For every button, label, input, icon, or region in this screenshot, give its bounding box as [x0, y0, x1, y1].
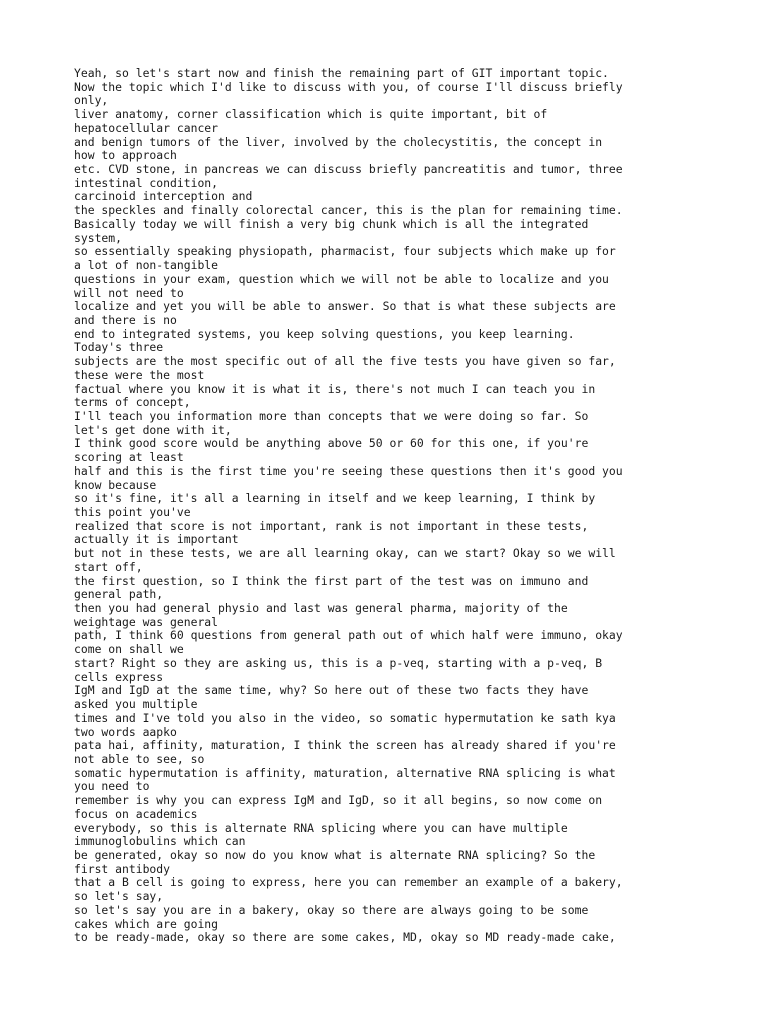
text-line: this point you've — [74, 505, 191, 519]
text-line: general path, — [74, 587, 164, 602]
text-line: so let's say you are in a bakery, okay so there are always going to be some — [74, 902, 589, 917]
text-line: asked you multiple — [74, 697, 198, 712]
text-line: cakes which are going — [74, 916, 219, 931]
text-line: factual where you know it is what it is, there's not much I can teach you in — [74, 381, 596, 396]
text-line: focus on academics — [74, 806, 198, 821]
transcript-text — [74, 67, 714, 945]
text-line: the first question, so I think the first part of the test was on immuno and — [74, 573, 589, 588]
text-line: and benign tumors of the liver, involved by the cholecystitis, the concept in — [74, 134, 603, 149]
text-line: Yeah, so let's start now and finish the remaining part of GIT important topic. — [74, 66, 609, 80]
text-line: so essentially speaking physiopath, pharmacist, four subjects which make up for — [74, 244, 616, 259]
text-line: liver anatomy, corner classification which is quite important, bit of — [74, 107, 548, 122]
text-line: immunoglobulins which can — [74, 834, 246, 849]
text-line: only, — [74, 93, 109, 108]
text-line: path, I think 60 questions from general path out of which half were immuno, okay — [74, 628, 623, 643]
text-line: terms of concept, — [74, 395, 191, 410]
text-line: end to integrated systems, you keep solving questions, you keep learning. — [74, 326, 575, 341]
text-line: realized that score is not important, rank is not important in these tests, — [74, 518, 589, 533]
text-line: these were the most — [74, 367, 205, 382]
text-line: so let's say, — [74, 889, 164, 904]
text-line: so it's fine, it's all a learning in itself and we keep learning, I think by — [74, 491, 596, 506]
text-line: system, — [74, 230, 123, 245]
text-line: two words aapko — [74, 724, 177, 739]
text-line: actually it is important — [74, 532, 239, 547]
text-line: come on shall we — [74, 642, 184, 657]
text-line: the speckles and finally colorectal cancer, this is the plan for remaining time. — [74, 203, 623, 218]
text-line: you need to — [74, 779, 150, 794]
text-line: start? Right so they are asking us, this is a p-veq, starting with a p-veq, B — [74, 655, 603, 670]
text-line: etc. CVD stone, in pancreas we can discuss briefly pancreatitis and tumor, three — [74, 162, 623, 177]
text-line: times and I've told you also in the video, so somatic hypermutation ke sath kya — [74, 710, 616, 725]
text-line: cells express — [74, 669, 164, 684]
text-line: know because — [74, 477, 157, 492]
text-line: questions in your exam, question which we will not be able to localize and you — [74, 271, 609, 286]
text-line: everybody, so this is alternate RNA splicing where you can have multiple — [74, 820, 568, 835]
text-line: remember is why you can express IgM and IgD, so it all begins, so now come on — [74, 793, 603, 808]
text-line: subjects are the most specific out of all the five tests you have given so far, — [74, 354, 616, 369]
text-line: hepatocellular cancer — [74, 120, 219, 135]
text-line: I think good score would be anything above 50 or 60 for this one, if you're — [74, 436, 589, 451]
text-line: let's get done with it, — [74, 422, 232, 437]
text-line: start off, — [74, 559, 143, 574]
text-line: localize and yet you will be able to answer. So that is what these subjects are — [74, 299, 616, 314]
text-line: but not in these tests, we are all learning okay, can we start? Okay so we will — [74, 546, 616, 561]
text-line: pata hai, affinity, maturation, I think the screen has already shared if you're — [74, 738, 616, 753]
text-line: Basically today we will finish a very big chunk which is all the integrated — [74, 216, 589, 231]
text-line: I'll teach you information more than concepts that we were doing so far. So — [74, 408, 589, 423]
text-line: how to approach — [74, 148, 177, 163]
text-line: Now the topic which I'd like to discuss with you, of course I'll discuss briefly — [74, 79, 623, 94]
text-line: to be ready-made, okay so there are some cakes, MD, okay so MD ready-made cake, — [74, 930, 616, 945]
text-line: Today's three — [74, 340, 164, 355]
text-line: scoring at least — [74, 450, 184, 465]
text-line: and there is no — [74, 312, 177, 327]
text-line: first antibody — [74, 861, 171, 876]
text-line: half and this is the first time you're seeing these questions then it's good you — [74, 463, 623, 478]
text-line: that a B cell is going to express, here you can remember an example of a bakery, — [74, 875, 623, 890]
text-line: intestinal condition, — [74, 175, 219, 190]
text-line: not able to see, so — [74, 751, 205, 766]
text-line: then you had general physio and last was general pharma, majority of the — [74, 601, 568, 616]
text-line: somatic hypermutation is affinity, maturation, alternative RNA splicing is what — [74, 765, 616, 780]
text-line: be generated, okay so now do you know what is alternate RNA splicing? So the — [74, 847, 596, 862]
text-line: a lot of non-tangible — [74, 258, 219, 273]
text-line: carcinoid interception and — [74, 189, 253, 204]
text-line: weightage was general — [74, 614, 219, 629]
text-line: IgM and IgD at the same time, why? So here out of these two facts they have — [74, 683, 589, 698]
text-line: will not need to — [74, 285, 184, 300]
